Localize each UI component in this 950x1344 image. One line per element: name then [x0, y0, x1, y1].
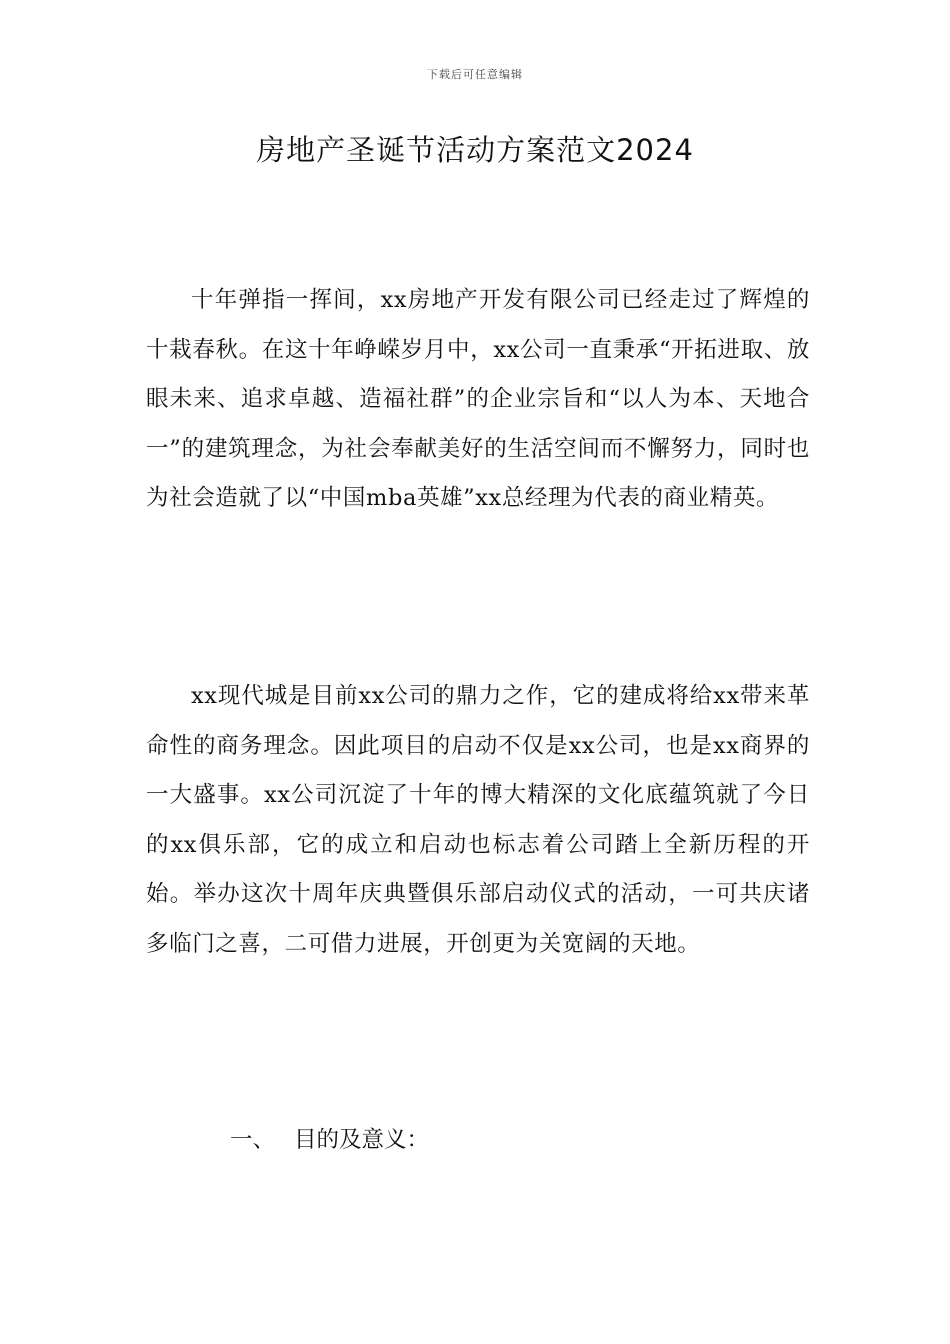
header-note: 下载后可任意编辑 [427, 68, 523, 81]
section-title: 目的及意义： [294, 1127, 430, 1153]
section-number: 一、 [230, 1127, 276, 1153]
paragraph-project: xx现代城是目前xx公司的鼎力之作，它的建成将给xx带来革命性的商务理念。因此项目的启动不仅是xx公司，也是xx商界的一大盛事。xx公司沉淀了十年的博大精深的文化底蕴筑就了今日的xx俱乐部，它的成立和启动也标志着公司踏上全新历程的开始。举办这次十周年庆典暨俱乐部启动仪式的活动，一可共庆诸多临门之喜，二可借力进展，开创更为关宽阔的天地。 [146, 683, 810, 957]
document-title: 房地产圣诞节活动方案范文2024 [256, 133, 694, 167]
paragraph-intro: 十年弹指一挥间，xx房地产开发有限公司已经走过了辉煌的十栽春秋。在这十年峥嵘岁月中，xx公司一直秉承“开拓进取、放眼未来、追求卓越、造福社群”的企业宗旨和“以人为本、天地合一”的建筑理念，为社会奉献美好的生活空间而不懈努力，同时也为社会造就了以“中国mba英雄”xx总经理为代表的商业精英。 [146, 287, 810, 511]
section-heading [230, 1116, 429, 1166]
